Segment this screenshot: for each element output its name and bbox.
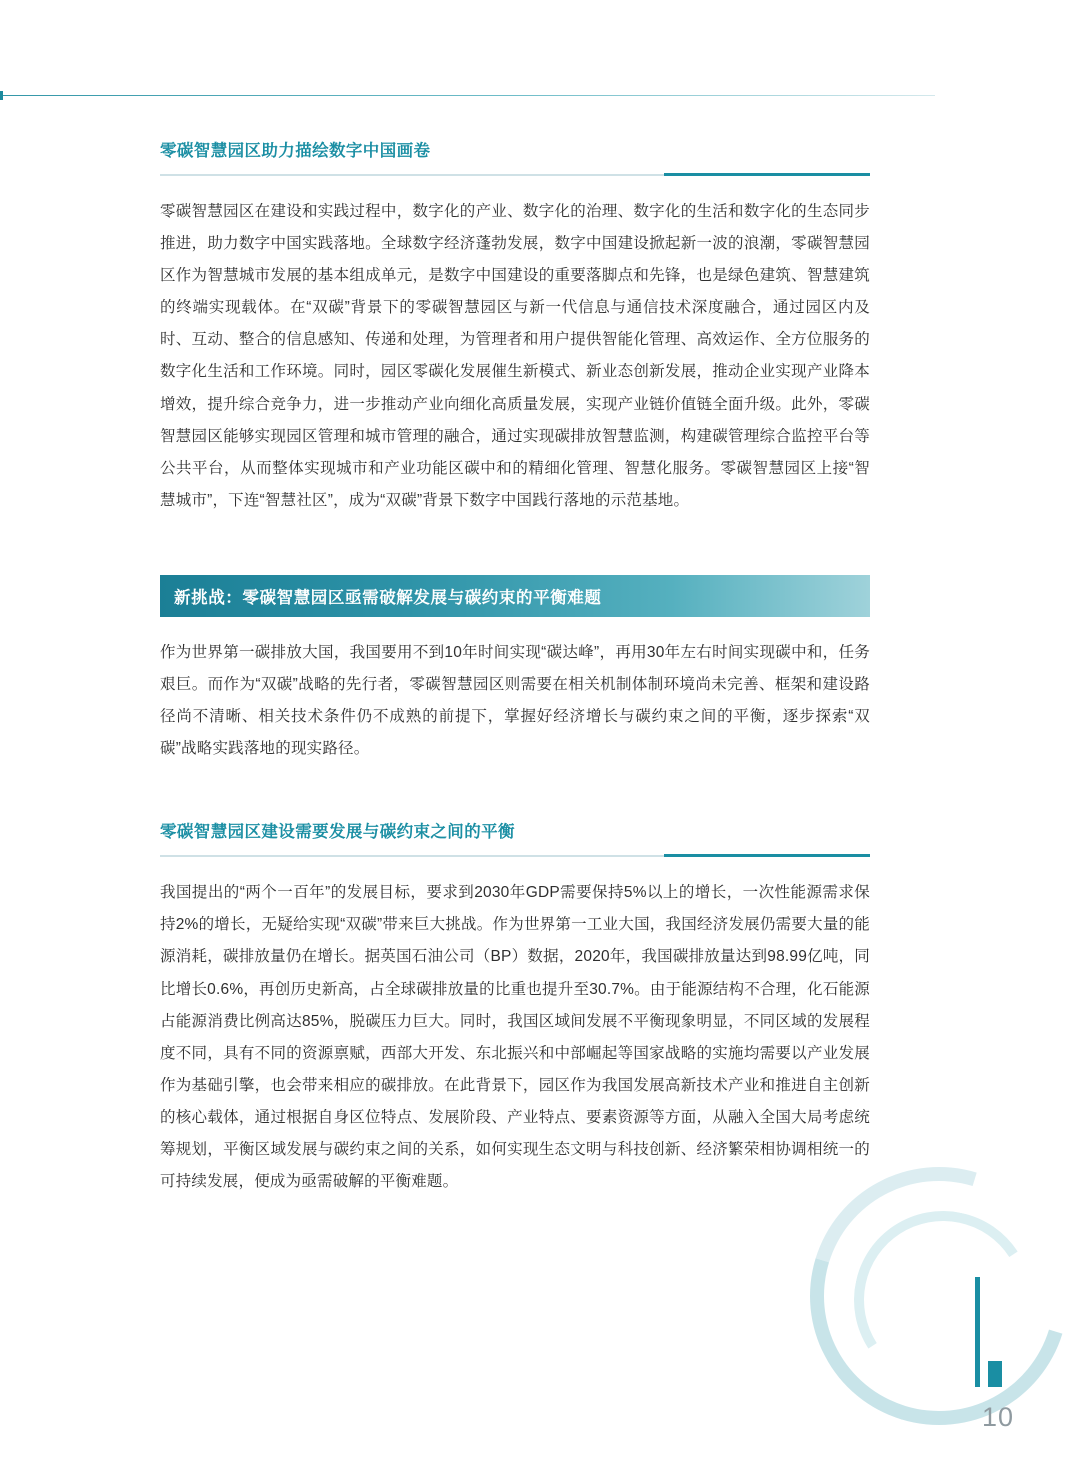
section-title: 零碳智慧园区助力描绘数字中国画卷: [160, 142, 431, 160]
banner-heading: [160, 575, 870, 617]
top-divider: [0, 95, 935, 96]
spacer: [160, 176, 870, 196]
subsection-title: 零碳智慧园区建设需要发展与碳约束之间的平衡: [160, 823, 515, 842]
section-heading-2: [160, 821, 870, 857]
banner-paragraph: 作为世界第一碳排放大国，我国要用不到10年时间实现“碳达峰”，再用30年左右时间实现碳中和，任务艰巨。而作为“双碳”战略的先行者，零碳智慧园区则需要在相关机制体制环境尚未完善、框架和建设路径尚不清晰、相关技术条件仍不成熟的前提下，掌握好经济增长与碳约束之间的平衡，逐步探索“双碳”战略实践落地的现实路径。: [160, 643, 870, 758]
decorative-bar-tall: [975, 1277, 980, 1387]
top-divider-cap: [0, 91, 3, 100]
section-heading-1: [160, 140, 870, 176]
section-paragraph-1: 零碳智慧园区在建设和实践过程中，数字化的产业、数字化的治理、数字化的生活和数字化的生态同步推进，助力数字中国实践落地。全球数字经济蓬勃发展，数字中国建设掀起新一波的浪潮，零碳智慧园区作为智慧城市发展的基本组成单元，是数字中国建设的重要落脚点和先锋，也是绿色建筑、智慧建筑的终端实现载体。在“双碳”背景下的零碳智慧园区与新一代信息与通信技术深度融合，通过园区内及时、互动、整合的信息感知、传递和处理，为管理者和用户提供智能化管理、高效运作、全方位服务的数字化生活和工作环境。同时，园区零碳化发展催生新模式、新业态创新发展，推动企业实现产业降本增效，提升综合竞争力，进一步推动产业向细化高质量发展，实现产业链价值链全面升级。此外，零碳智慧园区能够实现园区管理和城市管理的融合，通过实现碳排放智慧监测，构建碳管理综合监控平台等公共平台，从而整体实现城市和产业功能区碳中和的精细化管理、智慧化服务。零碳智慧园区上接“智慧城市”，下连“智慧社区”，成为“双碳”背景下数字中国践行落地的示范基地。: [160, 203, 870, 509]
banner-heading-label: 新挑战：零碳智慧园区亟需破解发展与碳约束的平衡难题: [174, 588, 602, 607]
decorative-bar-short: [988, 1361, 1002, 1387]
section-underline: [160, 174, 870, 176]
spacer: [160, 857, 870, 877]
spacer: [160, 617, 870, 637]
page-content: [160, 140, 870, 1198]
subsection-underline: [160, 855, 870, 857]
page-number: 10: [981, 1402, 1014, 1432]
subsection-paragraph: 我国提出的“两个一百年”的发展目标，要求到2030年GDP需要保持5%以上的增长，一次性能源需求保持2%的增长，无疑给实现“双碳”带来巨大挑战。作为世界第一工业大国，我国经济发展仍需要大量的能源消耗，碳排放量仍在增长。据英国石油公司（BP）数据，2020年，我国碳排放量达到98.99亿吨，同比增长0.6%，再创历史新高，占全球碳排放量的比重也提升至30.7%。由于能源结构不合理，化石能源占能源消费比例高达85%，脱碳压力巨大。同时，我国区域间发展不平衡现象明显，不同区域的发展程度不同，具有不同的资源禀赋，西部大开发、东北振兴和中部崛起等国家战略的实施均需要以产业发展作为基础引擎，也会带来相应的碳排放。在此背景下，园区作为我国发展高新技术产业和推进自主创新的核心载体，通过根据自身区位特点、发展阶段、产业特点、要素资源等方面，从融入全国大局考虑统筹规划，平衡区域发展与碳约束之间的关系，如何实现生态文明与科技创新、经济繁荣相协调相统一的可持续发展，便成为亟需破解的平衡难题。: [160, 884, 870, 1190]
